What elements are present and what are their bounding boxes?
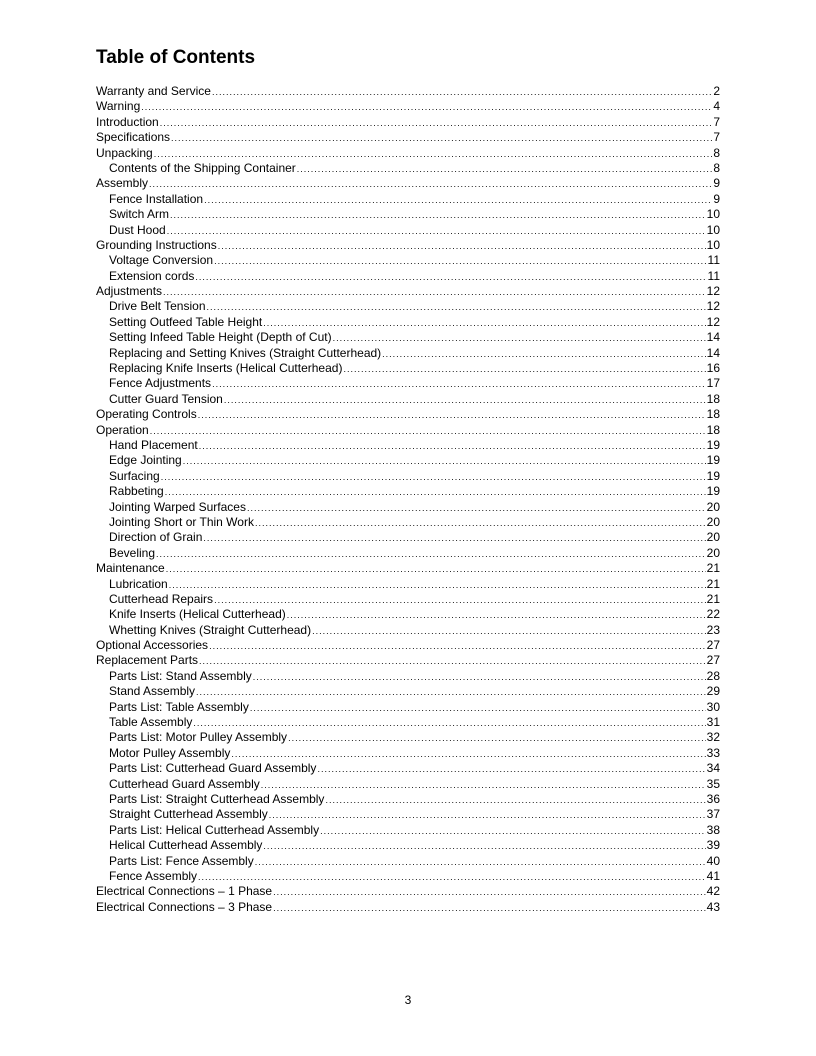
- toc-entry[interactable]: [96, 884, 720, 899]
- toc-entry-label: Extension cords: [109, 268, 195, 283]
- toc-entry-page: 12: [706, 299, 720, 314]
- dot-leader: [195, 270, 706, 284]
- toc-entry-page: 22: [706, 607, 720, 622]
- toc-entry[interactable]: [96, 746, 720, 761]
- dot-leader: [287, 608, 706, 622]
- toc-entry-label: Replacing Knife Inserts (Helical Cutterhead): [109, 361, 343, 376]
- dot-leader: [273, 901, 706, 915]
- toc-entry[interactable]: [96, 299, 720, 314]
- toc-entry[interactable]: [96, 823, 720, 838]
- dot-leader: [193, 716, 705, 730]
- toc-entry-page: 20: [706, 514, 720, 529]
- toc-entry[interactable]: [96, 346, 720, 361]
- page-title: Table of Contents: [96, 47, 256, 68]
- toc-entry-label: Specifications: [96, 130, 171, 145]
- toc-entry-page: 9: [713, 176, 720, 191]
- toc-entry-page: 20: [706, 545, 720, 560]
- dot-leader: [150, 424, 706, 438]
- toc-entry-label: Edge Jointing: [109, 453, 182, 468]
- toc-entry-label: Operating Controls: [96, 407, 197, 422]
- toc-entry-page: 8: [713, 160, 720, 175]
- toc-entry-label: Lubrication: [109, 576, 168, 591]
- toc-entry-page: 27: [706, 653, 720, 668]
- toc-entry[interactable]: [96, 715, 720, 730]
- dot-leader: [255, 855, 706, 869]
- dot-leader: [263, 839, 705, 853]
- toc-entry[interactable]: [96, 161, 720, 176]
- toc-entry-page: 28: [706, 668, 720, 683]
- toc-entry[interactable]: [96, 130, 720, 145]
- toc-entry[interactable]: [96, 869, 720, 884]
- toc-entry[interactable]: [96, 238, 720, 253]
- toc-entry-page: 19: [706, 437, 720, 452]
- toc-entry-label: Electrical Connections – 1 Phase: [96, 884, 273, 899]
- toc-entry-label: Table Assembly: [109, 715, 193, 730]
- toc-entry[interactable]: [96, 515, 720, 530]
- dot-leader: [382, 347, 705, 361]
- toc-entry[interactable]: [96, 361, 720, 376]
- toc-entry-label: Knife Inserts (Helical Cutterhead): [109, 607, 286, 622]
- dot-leader: [297, 162, 713, 176]
- dot-leader: [167, 224, 706, 238]
- toc-entry-label: Setting Infeed Table Height (Depth of Cut): [109, 330, 332, 345]
- toc-entry-label: Fence Installation: [109, 191, 204, 206]
- toc-entry-label: Grounding Instructions: [96, 237, 217, 252]
- dot-leader: [320, 824, 706, 838]
- toc-entry[interactable]: [96, 223, 720, 238]
- toc-entry-label: Cutterhead Guard Assembly: [109, 776, 260, 791]
- dot-leader: [250, 701, 706, 715]
- dot-leader: [149, 177, 712, 191]
- toc-entry[interactable]: [96, 330, 720, 345]
- toc-entry[interactable]: [96, 376, 720, 391]
- toc-entry[interactable]: [96, 115, 720, 130]
- toc-entry-page: 20: [706, 499, 720, 514]
- toc-entry[interactable]: [96, 807, 720, 822]
- toc-entry-page: 10: [706, 207, 720, 222]
- toc-entry-label: Helical Cutterhead Assembly: [109, 838, 263, 853]
- toc-entry[interactable]: [96, 777, 720, 792]
- toc-entry-label: Parts List: Stand Assembly: [109, 668, 252, 683]
- dot-leader: [212, 377, 706, 391]
- toc-entry[interactable]: [96, 484, 720, 499]
- dot-leader: [261, 778, 706, 792]
- toc-entry-page: 31: [706, 715, 720, 730]
- toc-entry[interactable]: [96, 900, 720, 915]
- toc-entry-page: 14: [706, 345, 720, 360]
- toc-entry-label: Motor Pulley Assembly: [109, 745, 231, 760]
- toc-entry[interactable]: [96, 146, 720, 161]
- toc-entry-page: 4: [713, 99, 720, 114]
- dot-leader: [161, 470, 706, 484]
- toc-entry-page: 33: [706, 745, 720, 760]
- toc-entry[interactable]: [96, 577, 720, 592]
- toc-entry-page: 2: [713, 84, 720, 98]
- toc-entry-page: 11: [707, 253, 720, 268]
- dot-leader: [214, 254, 706, 268]
- table-of-contents: [96, 84, 720, 915]
- dot-leader: [325, 793, 705, 807]
- toc-entry-label: Dust Hood: [109, 222, 166, 237]
- toc-entry[interactable]: [96, 592, 720, 607]
- toc-entry-label: Voltage Conversion: [109, 253, 214, 268]
- toc-entry[interactable]: [96, 269, 720, 284]
- dot-leader: [214, 593, 706, 607]
- toc-entry[interactable]: [96, 423, 720, 438]
- dot-leader: [169, 578, 706, 592]
- toc-entry-page: 17: [706, 376, 720, 391]
- toc-entry-page: 12: [706, 314, 720, 329]
- toc-entry-label: Parts List: Motor Pulley Assembly: [109, 730, 288, 745]
- dot-leader: [196, 685, 706, 699]
- toc-entry[interactable]: [96, 730, 720, 745]
- dot-leader: [247, 501, 706, 515]
- dot-leader: [198, 870, 706, 884]
- toc-entry-label: Fence Adjustments: [109, 376, 212, 391]
- toc-entry[interactable]: [96, 438, 720, 453]
- toc-entry-page: 8: [713, 145, 720, 160]
- toc-entry[interactable]: [96, 854, 720, 869]
- toc-entry-page: 18: [706, 407, 720, 422]
- toc-entry-label: Stand Assembly: [109, 684, 196, 699]
- toc-entry-label: Jointing Warped Surfaces: [109, 499, 246, 514]
- toc-entry-label: Whetting Knives (Straight Cutterhead): [109, 622, 312, 637]
- toc-entry-label: Cutterhead Repairs: [109, 591, 214, 606]
- toc-entry-label: Optional Accessories: [96, 638, 209, 653]
- toc-entry-page: 41: [706, 868, 720, 883]
- toc-entry[interactable]: [96, 99, 720, 114]
- toc-entry-page: 19: [706, 468, 720, 483]
- toc-entry[interactable]: [96, 623, 720, 638]
- toc-entry[interactable]: [96, 838, 720, 853]
- dot-leader: [170, 208, 706, 222]
- toc-entry-page: 34: [706, 761, 720, 776]
- toc-entry[interactable]: [96, 638, 720, 653]
- toc-entry-label: Parts List: Table Assembly: [109, 699, 249, 714]
- toc-entry-label: Parts List: Straight Cutterhead Assembly: [109, 791, 325, 806]
- dot-leader: [165, 485, 706, 499]
- toc-entry[interactable]: [96, 284, 720, 299]
- dot-leader: [218, 239, 706, 253]
- toc-entry-page: 40: [706, 853, 720, 868]
- toc-entry-page: 42: [706, 884, 720, 899]
- toc-entry-page: 16: [706, 361, 720, 376]
- toc-entry-label: Drive Belt Tension: [109, 299, 206, 314]
- toc-entry-page: 37: [706, 807, 720, 822]
- toc-entry[interactable]: [96, 607, 720, 622]
- toc-entry-page: 29: [706, 684, 720, 699]
- toc-entry[interactable]: [96, 761, 720, 776]
- dot-leader: [317, 762, 705, 776]
- toc-entry[interactable]: [96, 253, 720, 268]
- toc-entry-page: 10: [706, 222, 720, 237]
- toc-entry-page: 38: [706, 822, 720, 837]
- toc-entry-label: Warning: [96, 99, 141, 114]
- toc-entry-label: Warranty and Service: [96, 84, 211, 98]
- toc-entry-label: Parts List: Fence Assembly: [109, 853, 254, 868]
- toc-entry-page: 36: [706, 791, 720, 806]
- toc-entry[interactable]: [96, 192, 720, 207]
- toc-entry-page: 30: [706, 699, 720, 714]
- toc-entry[interactable]: [96, 176, 720, 191]
- toc-entry-page: 35: [706, 776, 720, 791]
- toc-entry[interactable]: [96, 500, 720, 515]
- dot-leader: [312, 624, 706, 638]
- toc-entry-page: 18: [706, 391, 720, 406]
- toc-entry-page: 14: [706, 330, 720, 345]
- toc-entry[interactable]: [96, 669, 720, 684]
- toc-entry-label: Electrical Connections – 3 Phase: [96, 899, 273, 914]
- dot-leader: [231, 747, 705, 761]
- toc-entry-label: Jointing Short or Thin Work: [109, 514, 254, 529]
- toc-entry-page: 19: [706, 484, 720, 499]
- toc-entry[interactable]: [96, 84, 720, 99]
- toc-entry-page: 11: [707, 268, 720, 283]
- dot-leader: [154, 147, 713, 161]
- dot-leader: [253, 670, 706, 684]
- toc-entry[interactable]: [96, 546, 720, 561]
- toc-entry-page: 10: [706, 237, 720, 252]
- toc-entry-label: Replacement Parts: [96, 653, 199, 668]
- toc-entry-label: Hand Placement: [109, 437, 198, 452]
- dot-leader: [199, 654, 706, 668]
- toc-entry-page: 12: [706, 284, 720, 299]
- toc-entry-label: Parts List: Cutterhead Guard Assembly: [109, 761, 317, 776]
- toc-entry-label: Rabbeting: [109, 484, 164, 499]
- dot-leader: [263, 316, 705, 330]
- toc-entry[interactable]: [96, 792, 720, 807]
- dot-leader: [224, 393, 706, 407]
- toc-entry-label: Maintenance: [96, 561, 165, 576]
- dot-leader: [333, 331, 706, 345]
- dot-leader: [207, 300, 706, 314]
- dot-leader: [273, 885, 706, 899]
- toc-entry-page: 27: [706, 638, 720, 653]
- toc-entry-page: 32: [706, 730, 720, 745]
- toc-entry-label: Assembly: [96, 176, 149, 191]
- toc-entry-label: Unpacking: [96, 145, 153, 160]
- dot-leader: [255, 516, 706, 530]
- toc-entry-label: Cutter Guard Tension: [109, 391, 223, 406]
- dot-leader: [171, 131, 712, 145]
- toc-entry-label: Introduction: [96, 114, 159, 129]
- dot-leader: [203, 531, 705, 545]
- toc-entry[interactable]: [96, 315, 720, 330]
- dot-leader: [160, 116, 713, 130]
- toc-entry-page: 19: [706, 453, 720, 468]
- dot-leader: [183, 454, 706, 468]
- toc-entry[interactable]: [96, 684, 720, 699]
- toc-entry[interactable]: [96, 653, 720, 668]
- dot-leader: [141, 100, 712, 114]
- toc-entry-page: 21: [706, 561, 720, 576]
- dot-leader: [343, 362, 705, 376]
- dot-leader: [163, 285, 706, 299]
- toc-entry-label: Operation: [96, 422, 149, 437]
- toc-entry-label: Fence Assembly: [109, 868, 198, 883]
- dot-leader: [204, 193, 712, 207]
- toc-entry[interactable]: [96, 407, 720, 422]
- toc-entry[interactable]: [96, 453, 720, 468]
- toc-entry-page: 18: [706, 422, 720, 437]
- toc-entry[interactable]: [96, 392, 720, 407]
- toc-entry-label: Straight Cutterhead Assembly: [109, 807, 268, 822]
- dot-leader: [166, 562, 706, 576]
- toc-entry-label: Surfacing: [109, 468, 160, 483]
- dot-leader: [269, 808, 706, 822]
- toc-entry-label: Beveling: [109, 545, 156, 560]
- toc-entry-label: Adjustments: [96, 284, 163, 299]
- toc-entry-page: 23: [706, 622, 720, 637]
- toc-entry-label: Switch Arm: [109, 207, 170, 222]
- dot-leader: [199, 439, 706, 453]
- toc-entry[interactable]: [96, 207, 720, 222]
- toc-entry-page: 7: [713, 130, 720, 145]
- dot-leader: [288, 731, 706, 745]
- toc-entry-page: 9: [713, 191, 720, 206]
- toc-entry[interactable]: [96, 530, 720, 545]
- toc-entry[interactable]: [96, 469, 720, 484]
- toc-entry[interactable]: [96, 561, 720, 576]
- dot-leader: [198, 408, 706, 422]
- page-number: 3: [404, 993, 412, 1007]
- toc-entry-page: 20: [706, 530, 720, 545]
- toc-entry-page: 39: [706, 838, 720, 853]
- toc-entry[interactable]: [96, 700, 720, 715]
- dot-leader: [209, 639, 706, 653]
- toc-entry-page: 21: [706, 576, 720, 591]
- toc-entry-label: Parts List: Helical Cutterhead Assembly: [109, 822, 320, 837]
- toc-entry-label: Replacing and Setting Knives (Straight Cutterhead): [109, 345, 382, 360]
- dot-leader: [156, 547, 706, 561]
- toc-entry-page: 7: [713, 114, 720, 129]
- toc-entry-label: Direction of Grain: [109, 530, 203, 545]
- toc-entry-label: Setting Outfeed Table Height: [109, 314, 263, 329]
- toc-entry-label: Contents of the Shipping Container: [109, 160, 296, 175]
- toc-entry-page: 43: [706, 899, 720, 914]
- toc-entry-page: 21: [706, 591, 720, 606]
- dot-leader: [212, 85, 712, 99]
